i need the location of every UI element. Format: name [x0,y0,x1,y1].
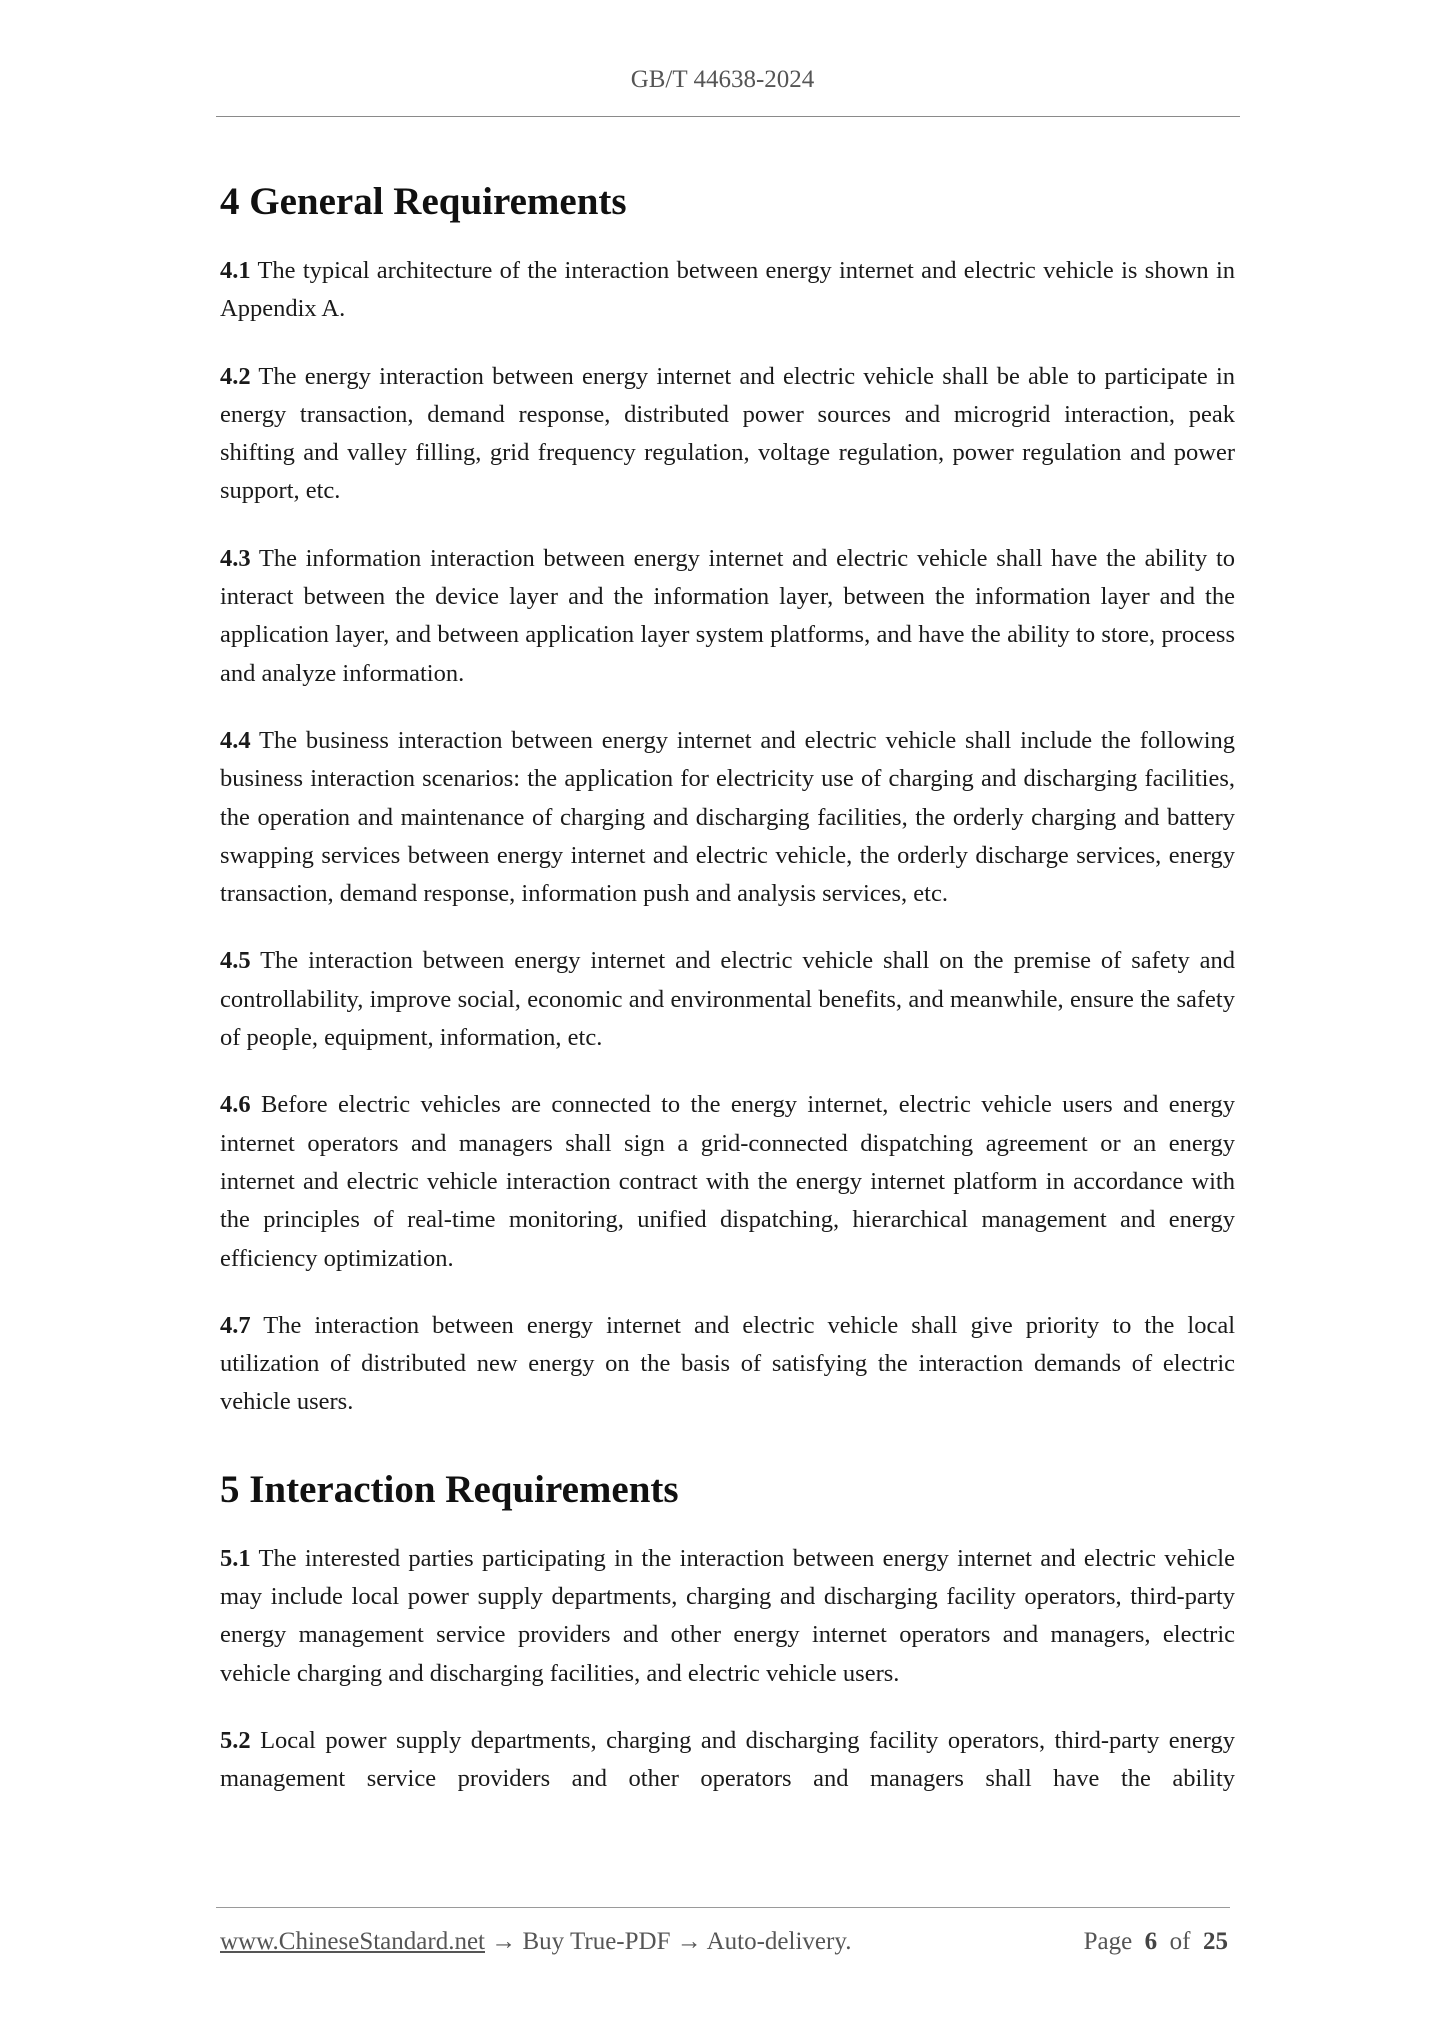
clause-text: Local power supply departments, charging and discharging facility operators, third-party energy management service providers and other operators and managers shall have the ability [220,1726,1236,1793]
website-link[interactable]: www.ChineseStandard.net [220,1928,485,1955]
of-label: of [1169,1928,1191,1955]
clause-paragraph [220,1307,1235,1422]
clause-paragraph [220,358,1235,511]
clause-text: The typical architecture of the interaction between energy internet and electric vehicle is shown in Appendix A. [220,257,1235,323]
section-heading: 4 General Requirements [220,180,627,223]
clause-number: 4.5 [220,947,251,975]
clause-number: 4.1 [220,257,251,284]
page-label: Page [1083,1928,1133,1955]
arrow-right-icon: → [491,1928,517,1955]
clause-text: Before electric vehicles are connected to the energy internet, electric vehicle users and energy internet operators and managers shall sign a grid-connected dispatching agreement or an energy internet and electric vehicle interaction contract with the energy internet platform in accordance with the principles of real-time monitoring, unified dispatching, hierarchical management and energy efficiency optimization. [220,1091,1235,1272]
buy-true-pdf-text: Buy True-PDF [522,1928,671,1955]
auto-delivery-text: Auto-delivery. [706,1928,852,1955]
clause-paragraph [220,722,1235,913]
footer-promo [220,1928,851,1956]
clause-paragraph [220,942,1235,1057]
current-page-number: 6 [1144,1928,1158,1955]
clause-number: 5.2 [220,1726,251,1754]
page-content [220,172,1235,1799]
clause-number: 4.2 [220,362,251,390]
clause-text: The business interaction between energy internet and electric vehicle shall include the following business interaction scenarios: the application for electricity use of charging and discharging facilities, the operation and maintenance of charging and discharging facilities, the orderly charging and battery swapping services between energy internet and electric vehicle, the orderly discharge services, energy transaction, demand response, information push and analysis services, etc. [220,726,1236,908]
clause-text: The interaction between energy internet and electric vehicle shall give priority to the local utilization of distributed new energy on the basis of satisfying the interaction demands of electric vehicle users. [220,1311,1236,1416]
clause-paragraph [220,1540,1235,1693]
clause-number: 4.4 [220,726,251,754]
clause-number: 4.7 [220,1311,251,1339]
clause-paragraph [220,540,1235,693]
clause-paragraph [220,1086,1235,1277]
arrow-right-icon: → [676,1928,702,1955]
header-divider [216,116,1240,117]
section-heading: 5 Interaction Requirements [220,1467,679,1511]
clause-text: The interested parties participating in the interaction between energy internet and electric vehicle may include local power supply departments, charging and discharging facility operators, third-party energy management service providers and other energy internet operators and managers, electric vehicle charging and discharging facilities, and electric vehicle users. [220,1544,1235,1687]
clause-paragraph [220,1722,1235,1799]
clause-paragraph [220,252,1235,329]
clause-text: The information interaction between energy internet and electric vehicle shall have the ability to interact between the device layer and the information layer, between the information layer and the application layer, and between application layer system platforms, and have the ability to store, process and analyze information. [220,544,1236,687]
clause-number: 5.1 [220,1544,251,1572]
document-code-header: GB/T 44638-2024 [630,66,815,93]
clause-text: The interaction between energy internet and electric vehicle shall on the premise of safety and controllability, improve social, economic and environmental benefits, and meanwhile, ensure the safety of people, equipment, information, etc. [220,947,1235,1052]
total-page-count: 25 [1203,1928,1228,1955]
page-indicator [1084,1928,1228,1956]
clause-number: 4.6 [220,1091,251,1119]
footer-divider [216,1907,1230,1908]
clause-text: The energy interaction between energy internet and electric vehicle shall be able to participate in energy transaction, demand response, distributed power sources and microgrid interaction, peak shifting and valley filling, grid frequency regulation, voltage regulation, power regulation and power support, etc. [220,362,1235,505]
clause-number: 4.3 [220,544,251,572]
